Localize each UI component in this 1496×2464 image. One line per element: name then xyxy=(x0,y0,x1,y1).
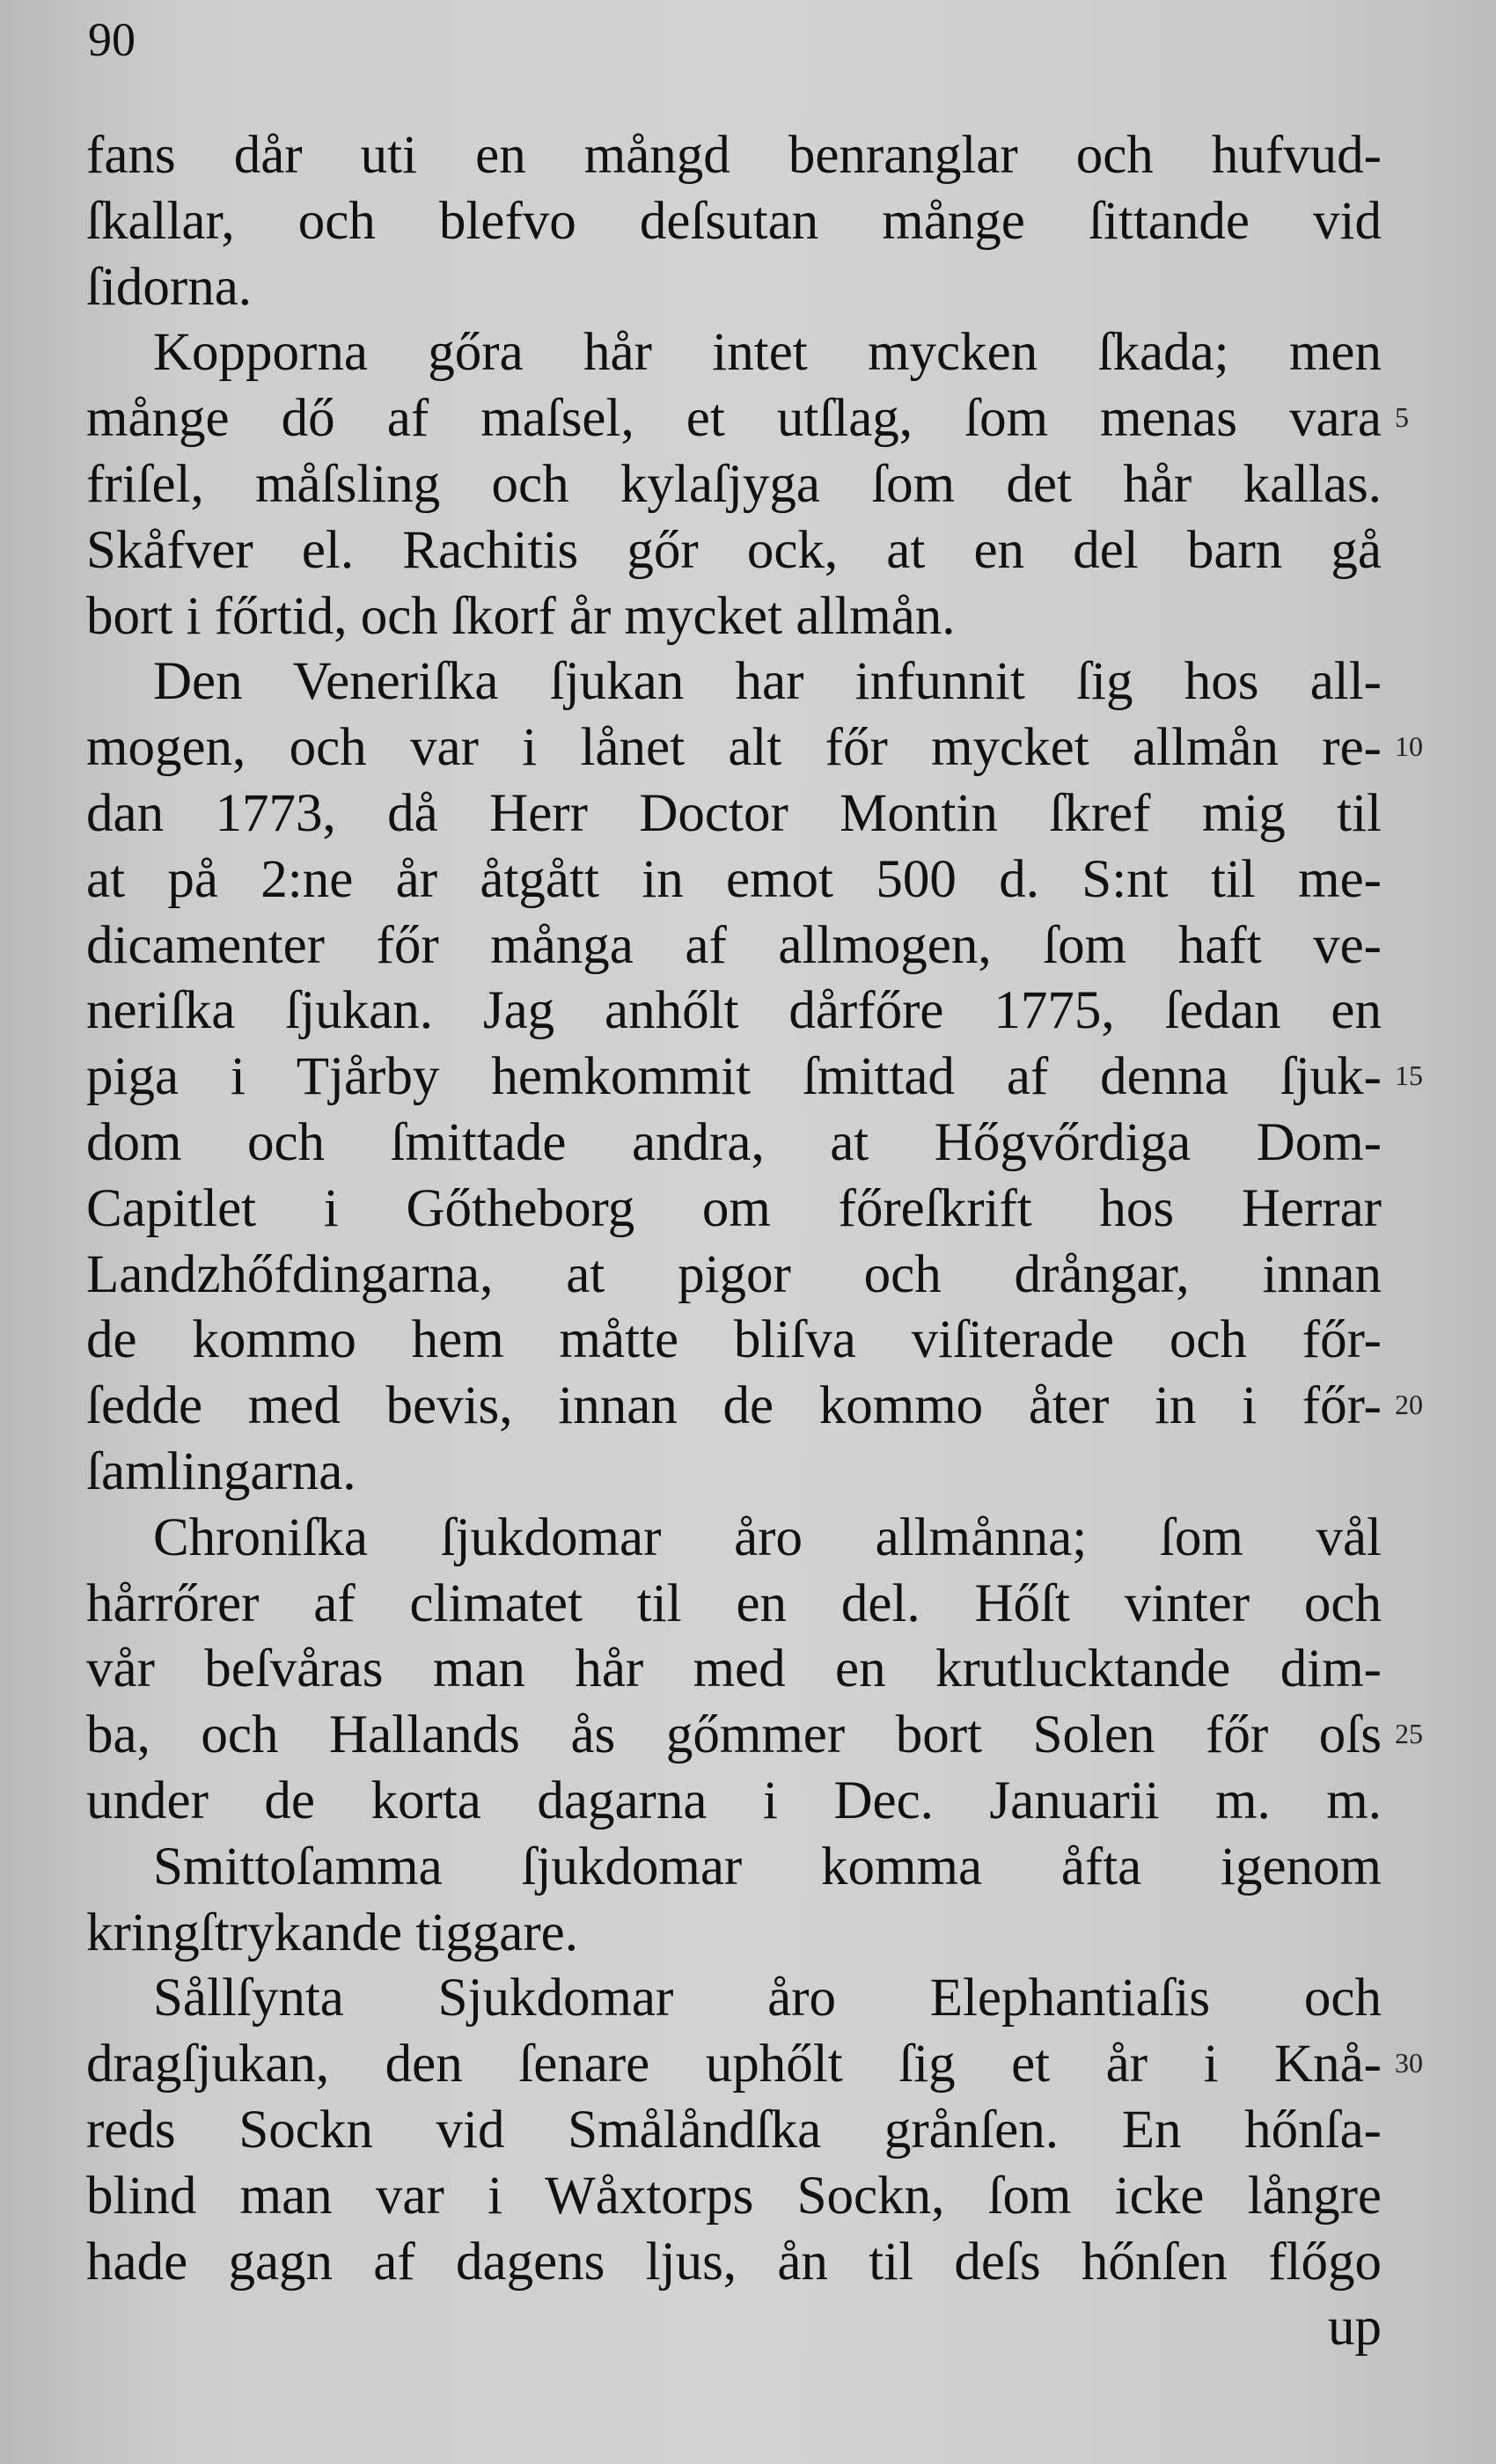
text-line: hårrőrer af climatet til en del. Hőſt vinter och xyxy=(86,1573,1382,1633)
text-line: dom och ſmittade andra, at Hőgvőrdiga Dom- xyxy=(86,1112,1382,1172)
text-line: dan 1773, då Herr Doctor Montin ſkref mig til xyxy=(86,783,1382,843)
line-number: 30 xyxy=(1395,2047,1423,2079)
text-line: Capitlet i Gőtheborg om főreſkrift hos Herrar xyxy=(86,1178,1382,1238)
text-line: ſkallar, och blefvo deſsutan månge ſittande vid xyxy=(86,191,1382,251)
text-line: kringſtrykande tiggare. xyxy=(86,1903,578,1962)
text-line: bort i főrtid, och ſkorf år mycket allmån. xyxy=(86,586,956,646)
text-line: dragſjukan, den ſenare uphőlt ſig et år i Knå- xyxy=(86,2035,1382,2094)
text-line: piga i Tjårby hemkommit ſmittad af denna ſjuk- xyxy=(86,1047,1382,1107)
text-line: mogen, och var i lånet alt főr mycket allmån re- xyxy=(86,718,1382,778)
text-line: neriſka ſjukan. Jag anhőlt dårfőre 1775, ſedan en xyxy=(86,981,1382,1041)
text-line: månge dő af maſsel, et utſlag, ſom menas vara xyxy=(86,389,1382,449)
text-line: Chroniſka ſjukdomar åro allmånna; ſom vål xyxy=(153,1507,1382,1567)
line-number: 15 xyxy=(1395,1060,1423,1091)
line-number: 5 xyxy=(1395,401,1409,433)
line-number: 20 xyxy=(1395,1389,1423,1420)
text-line: Skåfver el. Rachitis gőr ock, at en del barn gå xyxy=(86,520,1382,580)
page-number: 90 xyxy=(88,13,136,66)
text-line: under de korta dagarna i Dec. Januarii m. m. xyxy=(86,1771,1382,1830)
text-line: at på 2:ne år åtgått in emot 500 d. S:nt til me- xyxy=(86,849,1382,909)
text-line: Landzhőfdingarna, at pigor och drångar, innan xyxy=(86,1244,1382,1304)
text-line: Sållſynta Sjukdomar åro Elephantiaſis och xyxy=(153,1969,1382,2028)
text-line: de kommo hem måtte bliſva viſiterade och főr- xyxy=(86,1310,1382,1370)
text-line: ba, och Hallands ås gőmmer bort Solen főr oſs xyxy=(86,1705,1382,1765)
text-line: friſel, måſsling och kylaſjyga ſom det hår kallas. xyxy=(86,454,1382,514)
text-line: blind man var i Wåxtorps Sockn, ſom icke långre xyxy=(86,2166,1382,2226)
text-line: Smittoſamma ſjukdomar komma åfta igenom xyxy=(153,1837,1382,1896)
text-line: Den Veneriſka ſjukan har infunnit ſig hos all- xyxy=(153,652,1382,712)
text-line: ſedde med bevis, innan de kommo åter in i főr- xyxy=(86,1376,1382,1436)
text-line: vår beſvåras man hår med en krutlucktande dim- xyxy=(86,1639,1382,1699)
line-number: 25 xyxy=(1395,1718,1423,1749)
text-line: dicamenter főr många af allmogen, ſom haft ve- xyxy=(86,915,1382,975)
line-number: 10 xyxy=(1395,730,1423,762)
text-line: ſidorna. xyxy=(86,257,253,317)
text-line: ſamlingarna. xyxy=(86,1441,356,1501)
body-text xyxy=(86,123,1382,2361)
text-line: fans dår uti en mångd benranglar och hufvud- xyxy=(86,126,1382,185)
text-line: reds Sockn vid Smålåndſka grånſen. En hőnſa- xyxy=(86,2100,1382,2160)
catchword: up xyxy=(1328,2298,1382,2358)
text-line: Kopporna gőra hår intet mycken ſkada; men xyxy=(153,323,1382,383)
text-line: hade gagn af dagens ljus, ån til deſs hőnſen flőgo xyxy=(86,2232,1382,2292)
